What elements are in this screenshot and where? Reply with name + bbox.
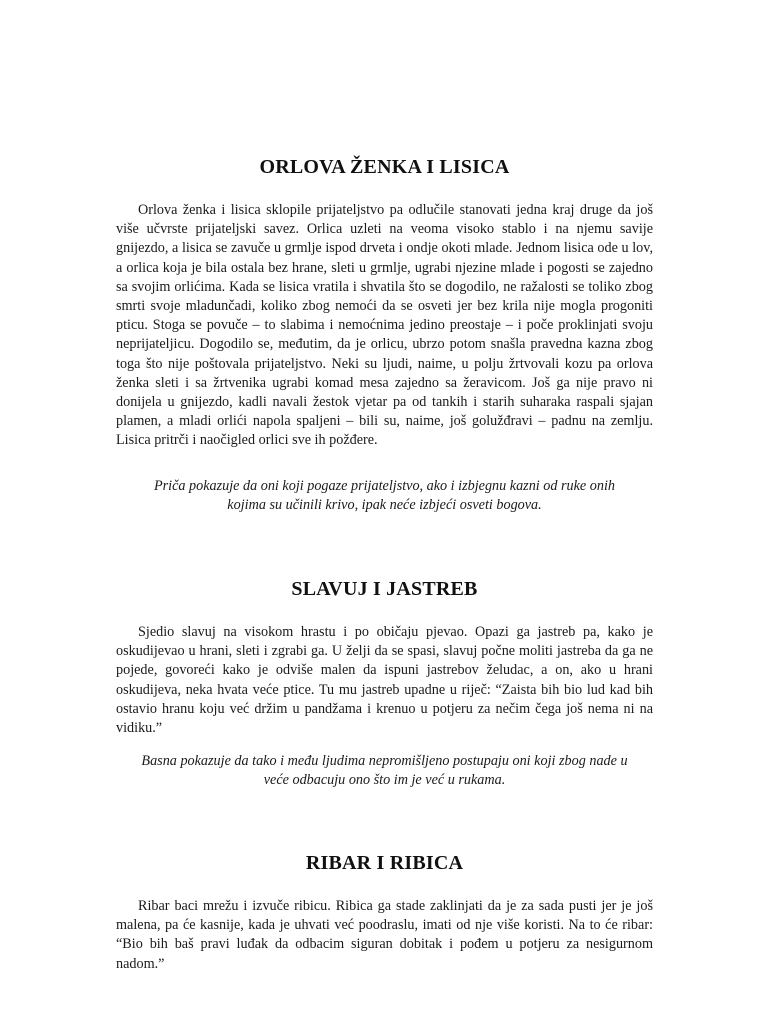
fable-moral: Priča pokazuje da oni koji pogaze prijateljstvo, ako i izbjegnu kazni od ruke onih kojima su učinili krivo, ipak neće izbjeći osveti bogova. — [153, 478, 616, 514]
fable-title: ORLOVA ŽENKA I LISICA — [259, 156, 510, 178]
fable-body: Ribar baci mrežu i izvuče ribicu. Ribica ga stade zaklinjati da je za sada pusti jer je još malena, pa će kasnije, kada je uhvati već poodraslu, imati od nje više koristi. Na to će ribar: “Bio bih baš pravi luđak da odbacim siguran dobitak i pođem u potjeru za nesigurnom nadom.” — [116, 898, 653, 972]
fable-body: Sjedio slavuj na visokom hrastu i po običaju pjevao. Opazi ga jastreb pa, kako je oskudijevao u hrani, sleti i zgrabi ga. U želji da se spasi, slavuj počne moliti jastreba da ga ne pojede, govoreći kako je odviše malen da ispuni jastrebov želudac, a on, ako u hrani oskudijeva, neka hvata veće ptice. Tu mu jastreb upadne u riječ: “Zaista bih bio lud kad bih ostavio hranu koju već držim u pandžama i krenuo u potjeru za nečim čega još nema ni na vidiku.” — [116, 624, 653, 737]
fable-body: Orlova ženka i lisica sklopile prijateljstvo pa odlučile stanovati jedna kraj druge da još više učvrste prijateljski savez. Orlica uzleti na veoma visoko stablo i na njemu savije gnijezdo, a lisica se zavuče u grmlje ispod drveta i ondje okoti mlade. Jednom lisica ode u lov, a orlica koja je bila ostala bez hrane, sleti u grmlje, ugrabi njezine mlade i pogosti se zajedno sa svojim orlićima. Kada se lisica vratila i shvatila što se dogodilo, ne ražalosti se toliko zbog smrti svoje mladunčadi, koliko zbog nemoći da se osveti jer bez krila nije mogla progoniti pticu. Stoga se povuče – to slabima i nemoćnima jedino preostaje – i poče proklinjati svoju neprijateljicu. Dogodilo se, međutim, da je orlicu, ubrzo potom snašla pravedna kazna zbog toga što nije poštovala prijateljstvo. Neki su ljudi, naime, u polju žrtvovali kozu pa orlova ženka sleti i sa žrtvenika ugrabi komad mesa zajedno sa žeravicom. Još ga nije pravo ni donijela u gnijezdo, kadli navali žestok vjetar pa od tankih i starih suharaka raspali sjajan plamen, a mladi orlići napola spaljeni – bili su, naime, još golužđravi – padnu na zemlju. Lisica pritrči i naočigled orlici sve ih požđere. — [116, 202, 653, 449]
fable-moral: Basna pokazuje da tako i među ljudima nepromišljeno postupaju oni koji zbog nade u veće odbacuju ono što im je već u rukama. — [141, 753, 628, 789]
fable-title: SLAVUJ I JASTREB — [291, 578, 478, 600]
fable-title: RIBAR I RIBICA — [305, 852, 464, 874]
